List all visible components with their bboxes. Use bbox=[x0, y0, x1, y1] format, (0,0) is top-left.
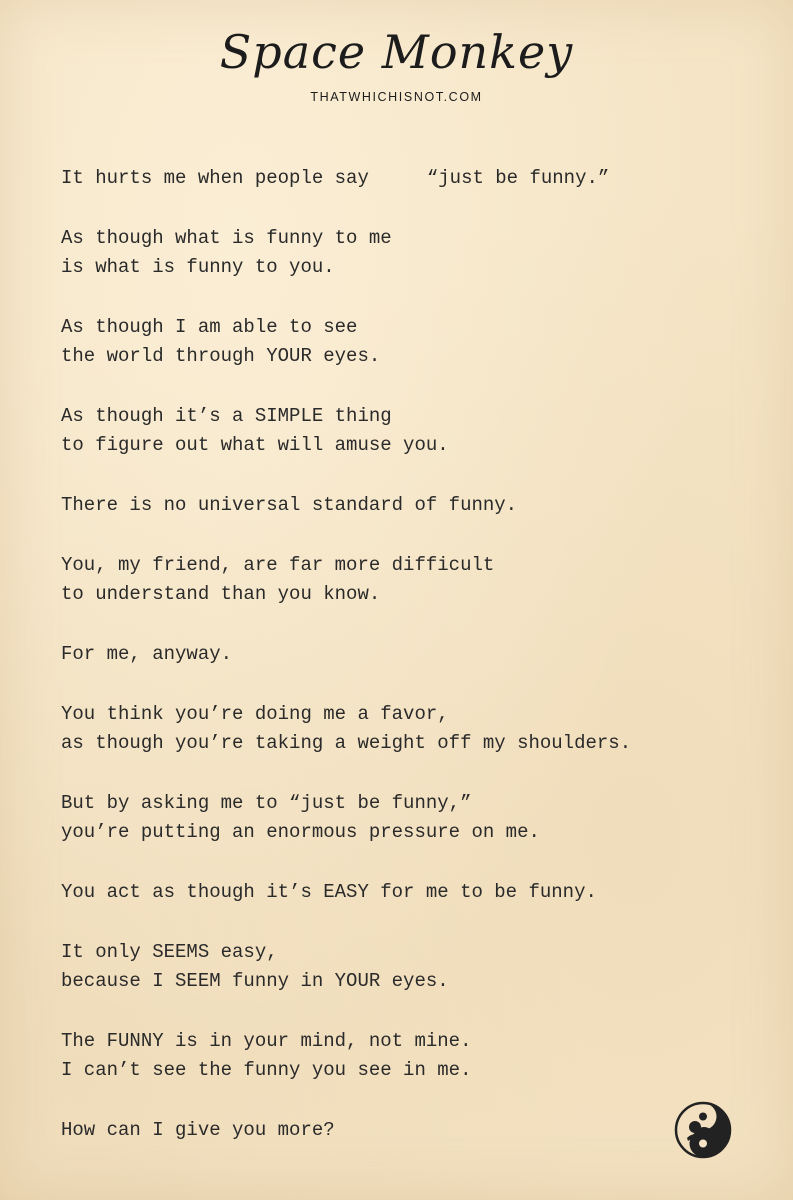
poem-line: to understand than you know. bbox=[61, 583, 381, 605]
header bbox=[0, 22, 793, 104]
stanza bbox=[61, 789, 761, 847]
poem-line: as though you’re taking a weight off my shoulders. bbox=[61, 732, 632, 754]
site-url: THATWHICHISNOT.COM bbox=[310, 90, 483, 104]
poem-line: How can I give you more? bbox=[61, 1119, 335, 1141]
space-monkey-logo-icon bbox=[673, 1100, 733, 1160]
poem-line: As though it’s a SIMPLE thing bbox=[61, 405, 392, 427]
poem-line: you’re putting an enormous pressure on me. bbox=[61, 821, 540, 843]
stanza bbox=[61, 224, 761, 282]
poem-line: You, my friend, are far more difficult bbox=[61, 554, 495, 576]
poem-line: As though what is funny to me bbox=[61, 227, 392, 249]
poem-line: You act as though it’s EASY for me to be funny. bbox=[61, 881, 597, 903]
stanza bbox=[61, 402, 761, 460]
poem-line: But by asking me to “just be funny,” bbox=[61, 792, 472, 814]
poem-line: is what is funny to you. bbox=[61, 256, 335, 278]
poem-line: to figure out what will amuse you. bbox=[61, 434, 449, 456]
stanza bbox=[61, 313, 761, 371]
poem-line: As though I am able to see bbox=[61, 316, 358, 338]
poem-line: You think you’re doing me a favor, bbox=[61, 703, 449, 725]
stanza bbox=[61, 878, 761, 907]
poem-line: There is no universal standard of funny. bbox=[61, 494, 518, 516]
poem-line bbox=[61, 164, 761, 193]
stanza bbox=[61, 164, 761, 193]
poem-line: For me, anyway. bbox=[61, 643, 233, 665]
stanza bbox=[61, 938, 761, 996]
stanza bbox=[61, 700, 761, 758]
poem-line: It only SEEMS easy, bbox=[61, 941, 278, 963]
site-title: Space Monkey bbox=[219, 25, 574, 79]
poem-line-left: It hurts me when people say bbox=[61, 167, 369, 189]
poem-line: The FUNNY is in your mind, not mine. bbox=[61, 1030, 472, 1052]
poem-line-quote: “just be funny.” bbox=[426, 167, 610, 189]
poem-body bbox=[61, 164, 761, 1176]
poem-line: the world through YOUR eyes. bbox=[61, 345, 381, 367]
poem-line: I can’t see the funny you see in me. bbox=[61, 1059, 472, 1081]
stanza bbox=[61, 491, 761, 520]
stanza bbox=[61, 640, 761, 669]
poem-line: because I SEEM funny in YOUR eyes. bbox=[61, 970, 449, 992]
stanza bbox=[61, 1116, 761, 1145]
stanza bbox=[61, 1027, 761, 1085]
stanza bbox=[61, 551, 761, 609]
